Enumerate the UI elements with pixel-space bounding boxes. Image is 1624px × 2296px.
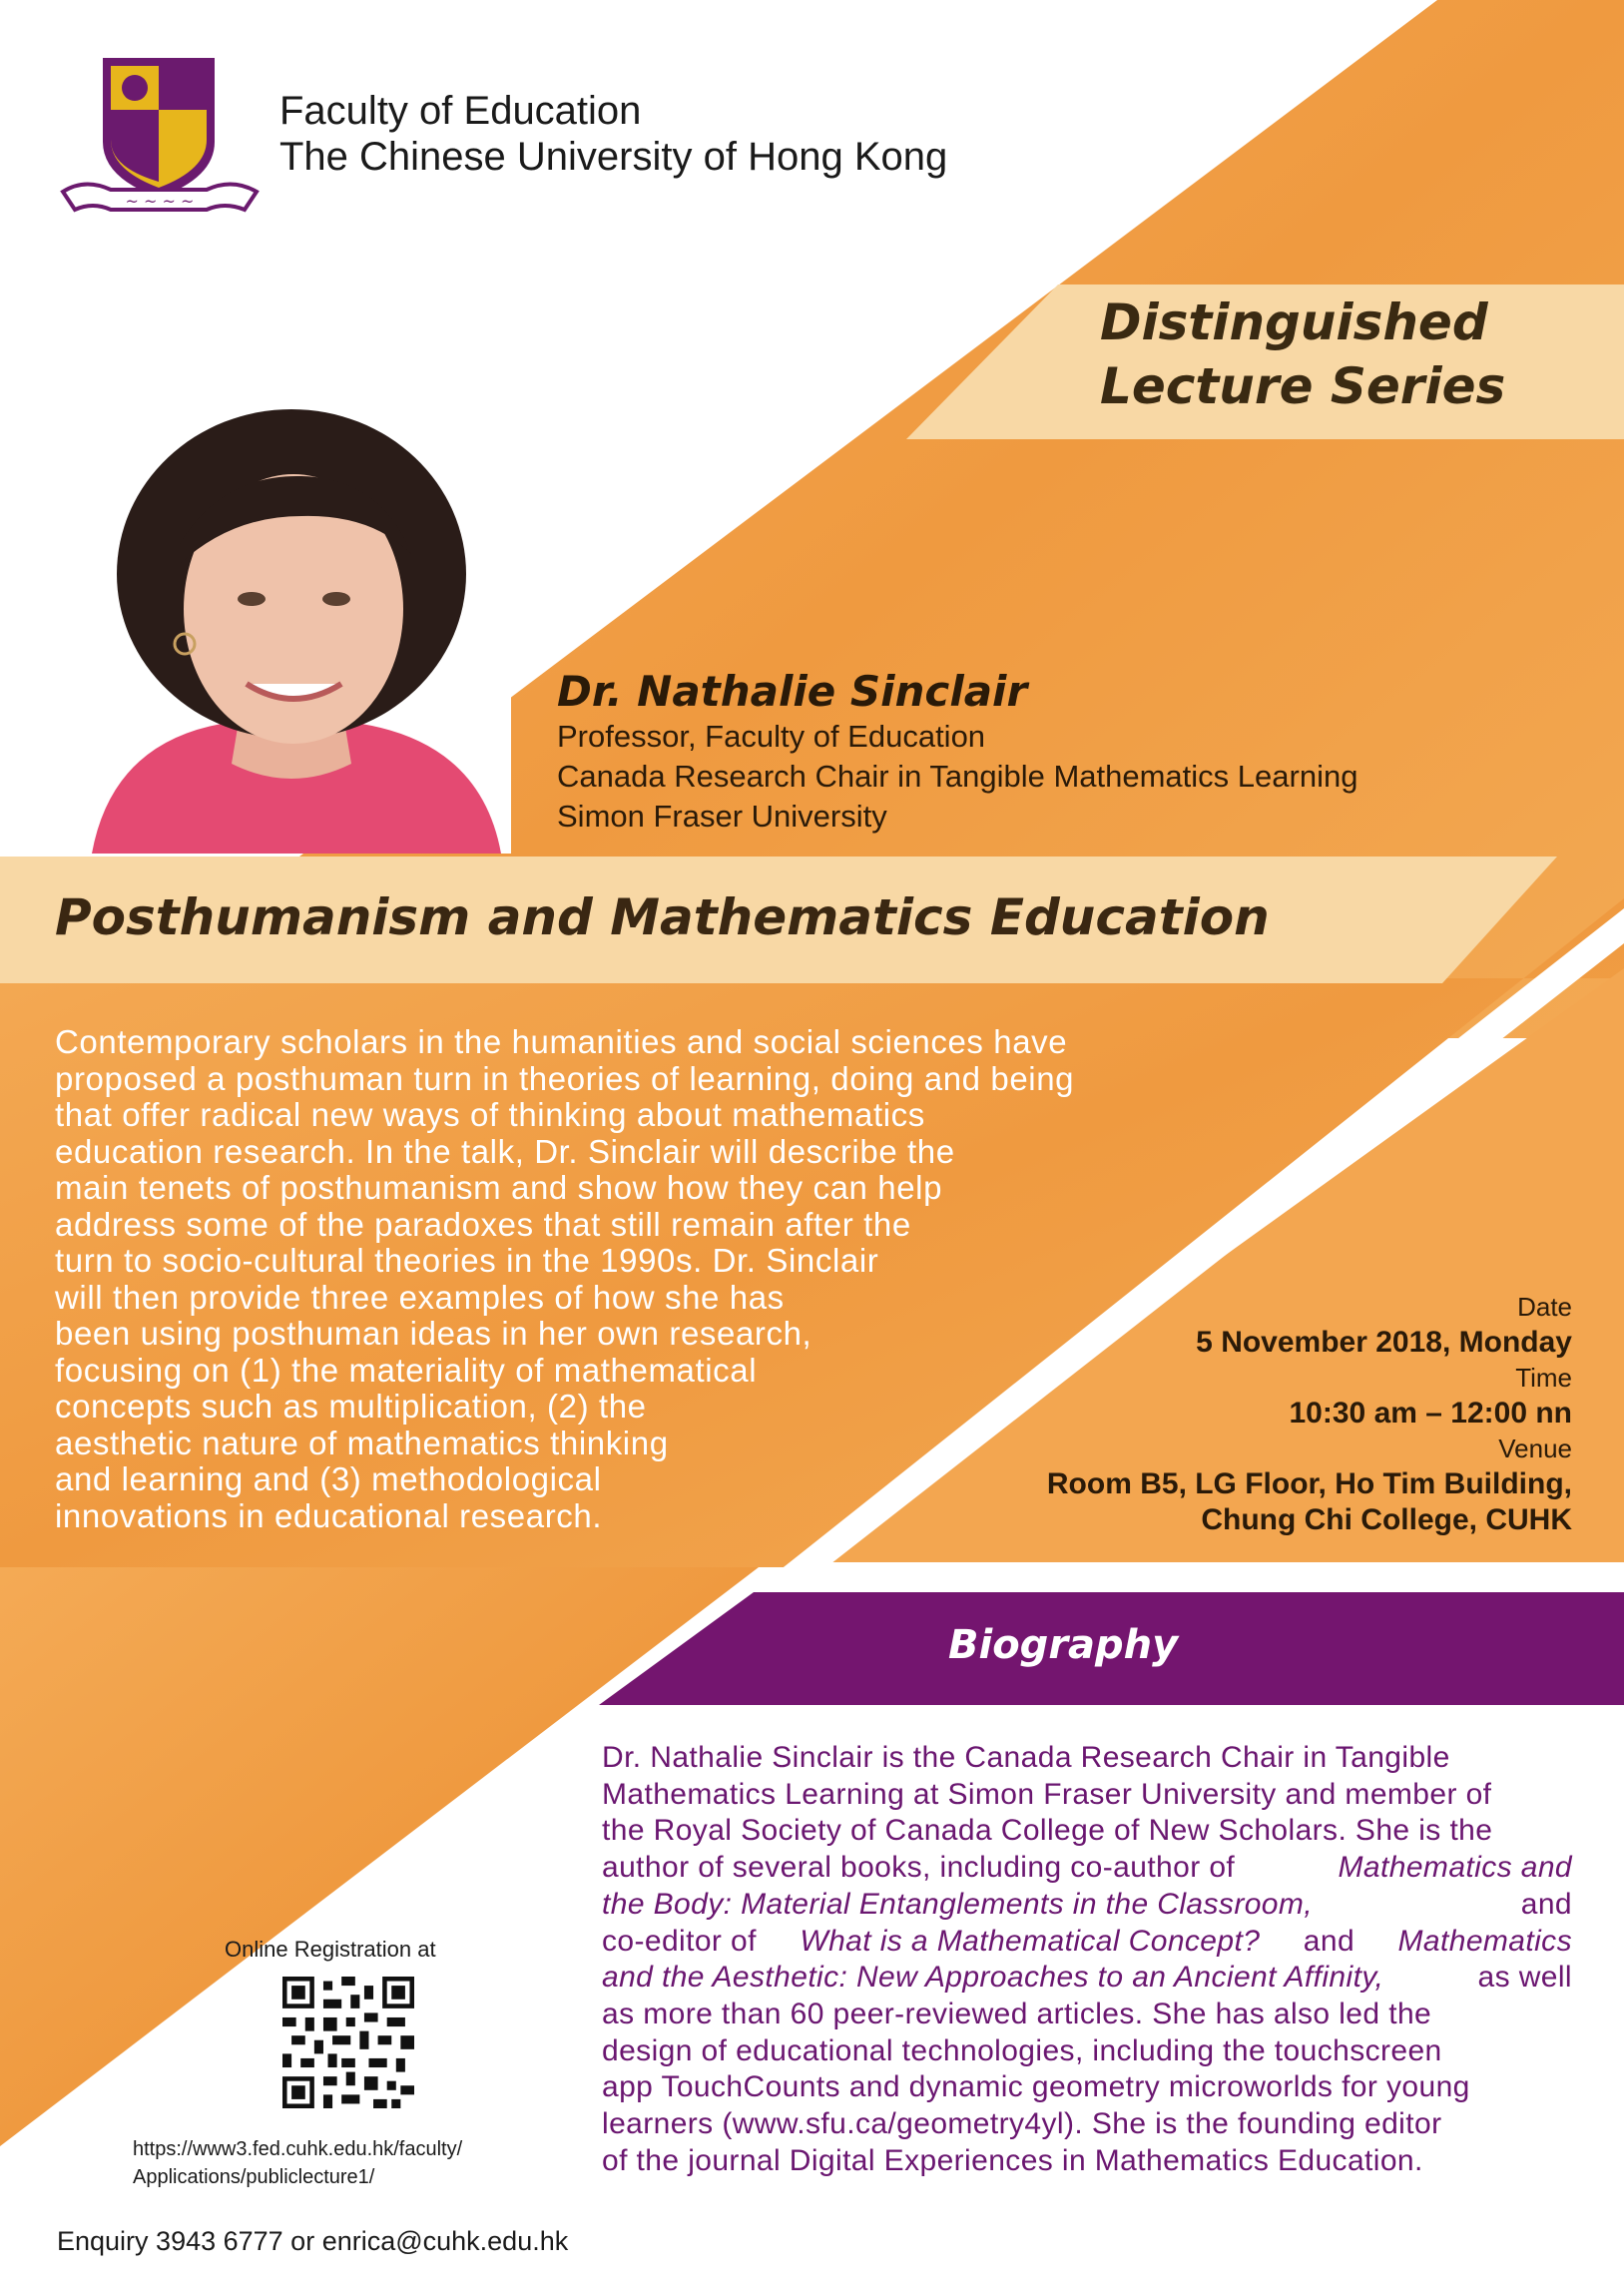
date-label: Date bbox=[1517, 1292, 1572, 1322]
registration-url-line2[interactable]: Applications/publiclecture1/ bbox=[133, 2166, 375, 2188]
abstract-line: address some of the paradoxes that still remain after the bbox=[55, 1205, 911, 1243]
bio-line bbox=[602, 1924, 1572, 1961]
bio-text: and bbox=[1520, 1887, 1572, 1921]
biography-text bbox=[602, 1740, 1572, 2179]
speaker-title-2: Canada Research Chair in Tangible Mathematics Learning bbox=[557, 759, 1358, 794]
book-title: What is a Mathematical Concept? bbox=[800, 1924, 1261, 1958]
abstract-line: main tenets of posthumanism and show how they can help bbox=[55, 1169, 943, 1206]
bio-text: as well bbox=[1477, 1961, 1572, 1995]
bio-text: learners (www.sfu.ca/geometry4yl). She is the founding editor bbox=[602, 2107, 1442, 2141]
book-title: the Body: Material Entanglements in the Classroom, bbox=[602, 1887, 1314, 1921]
bio-text: author of several books, including co-author of bbox=[602, 1851, 1236, 1885]
abstract-line: proposed a posthuman turn in theories of learning, doing and being bbox=[55, 1059, 1075, 1097]
svg-text:~ ~ ~ ~: ~ ~ ~ ~ bbox=[125, 192, 195, 211]
bio-line bbox=[602, 2069, 1572, 2106]
book-title: Mathematics bbox=[1397, 1924, 1572, 1958]
abstract-line: aesthetic nature of mathematics thinking bbox=[55, 1424, 669, 1461]
abstract-line: and learning and (3) methodological bbox=[55, 1460, 602, 1497]
speaker-title-1: Professor, Faculty of Education bbox=[557, 719, 986, 754]
speaker-name: Dr. Nathalie Sinclair bbox=[557, 667, 1028, 716]
bio-line bbox=[602, 2143, 1572, 2180]
enquiry-contact: Enquiry 3943 6777 or enrica@cuhk.edu.hk bbox=[57, 2226, 569, 2256]
registration-url-line1[interactable]: https://www3.fed.cuhk.edu.hk/faculty/ bbox=[133, 2138, 463, 2160]
bio-line bbox=[602, 1960, 1572, 1997]
bio-text: the Royal Society of Canada College of New Scholars. She is the bbox=[602, 1814, 1493, 1848]
abstract-line: been using posthuman ideas in her own research, bbox=[55, 1315, 812, 1352]
book-title: and the Aesthetic: New Approaches to an Ancient Affinity, bbox=[602, 1961, 1384, 1995]
series-title-line1: Distinguished bbox=[1100, 293, 1488, 351]
series-title-line2: Lecture Series bbox=[1100, 357, 1506, 415]
event-details bbox=[1047, 1290, 1572, 1538]
bio-text: as more than 60 peer-reviewed articles. She has also led the bbox=[602, 1997, 1432, 2030]
abstract-line: education research. In the talk, Dr. Sinclair will describe the bbox=[55, 1132, 955, 1170]
qr-code-icon[interactable] bbox=[282, 1977, 414, 2108]
bio-text: app TouchCounts and dynamic geometry microworlds for young bbox=[602, 2070, 1470, 2104]
abstract-line: innovations in educational research. bbox=[55, 1496, 603, 1534]
bio-text: co-editor of bbox=[602, 1924, 757, 1958]
registration-label: Online Registration at bbox=[225, 1937, 436, 1962]
abstract-line: turn to socio-cultural theories in the 1990s. Dr. Sinclair bbox=[55, 1242, 879, 1279]
bio-line bbox=[602, 1777, 1572, 1814]
venue-line-2: Chung Chi College, CUHK bbox=[1201, 1503, 1572, 1536]
venue-label: Venue bbox=[1498, 1434, 1572, 1463]
talk-title: Posthumanism and Mathematics Education bbox=[55, 888, 1270, 946]
bio-line bbox=[602, 1850, 1572, 1887]
university-name: The Chinese University of Hong Kong bbox=[279, 135, 948, 179]
time-value: 10:30 am – 12:00 nn bbox=[1289, 1397, 1572, 1430]
bio-line bbox=[602, 1740, 1572, 1777]
abstract-line: concepts such as multiplication, (2) the bbox=[55, 1388, 647, 1425]
abstract-line: will then provide three examples of how she has bbox=[55, 1278, 785, 1316]
speaker-portrait-icon bbox=[72, 404, 511, 854]
bio-text: design of educational technologies, including the touchscreen bbox=[602, 2033, 1442, 2067]
bio-line bbox=[602, 2106, 1572, 2143]
bio-line bbox=[602, 1887, 1572, 1924]
bio-text: of the journal Digital Experiences in Mathematics Education. bbox=[602, 2143, 1423, 2177]
cuhk-crest-icon bbox=[55, 50, 265, 220]
bio-text: and bbox=[1303, 1924, 1355, 1958]
bio-line bbox=[602, 2033, 1572, 2070]
venue-line-1: Room B5, LG Floor, Ho Tim Building, bbox=[1046, 1467, 1572, 1500]
bio-text: Mathematics Learning at Simon Fraser University and member of bbox=[602, 1777, 1492, 1811]
date-value: 5 November 2018, Monday bbox=[1196, 1326, 1572, 1359]
book-title: Mathematics and bbox=[1338, 1851, 1572, 1885]
abstract-line: that offer radical new ways of thinking about mathematics bbox=[55, 1096, 925, 1133]
bio-line bbox=[602, 1813, 1572, 1850]
speaker-title-3: Simon Fraser University bbox=[557, 799, 887, 834]
abstract-line: focusing on (1) the materiality of mathematical bbox=[55, 1351, 758, 1389]
bio-line bbox=[602, 1997, 1572, 2033]
biography-heading: Biography bbox=[948, 1622, 1179, 1668]
time-label: Time bbox=[1515, 1363, 1572, 1393]
abstract-line: Contemporary scholars in the humanities and social sciences have bbox=[55, 1023, 1068, 1060]
faculty-name: Faculty of Education bbox=[279, 89, 642, 133]
bio-text: Dr. Nathalie Sinclair is the Canada Research Chair in Tangible bbox=[602, 1741, 1450, 1774]
